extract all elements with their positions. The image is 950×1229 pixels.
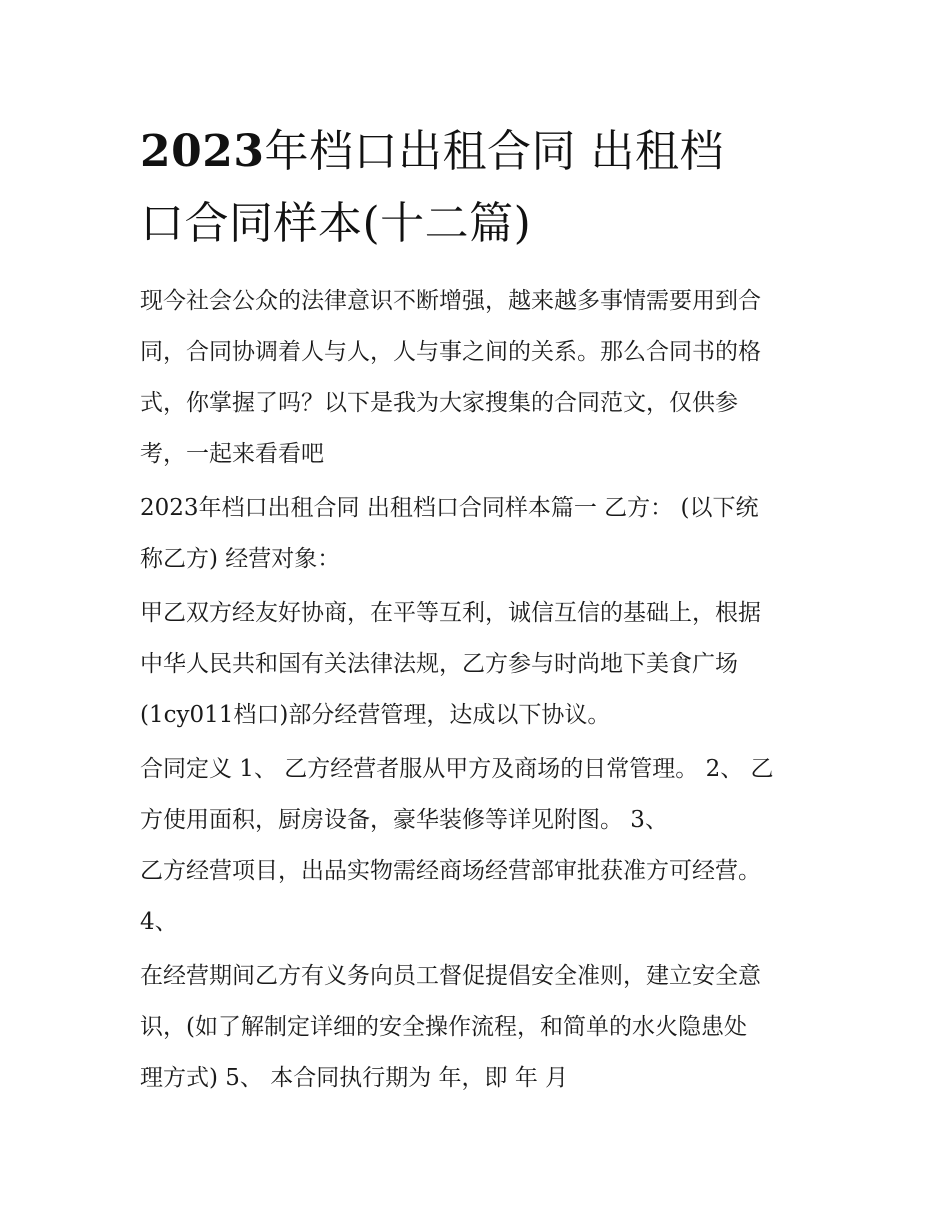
paragraph-line: 同，合同协调着人与人，人与事之间的关系。那么合同书的格: [140, 339, 761, 365]
paragraph-line: 现今社会公众的法律意识不断增强，越来越多事情需要用到合: [140, 288, 761, 314]
paragraph-contract-definition: [140, 744, 830, 948]
title-line-1: [140, 116, 830, 188]
paragraph-intro: [140, 276, 830, 480]
paragraph-line: 在经营期间乙方有义务向员工督促提倡安全准则，建立安全意: [140, 963, 761, 989]
title-line-2: 口合同样本(十二篇): [140, 198, 532, 249]
paragraph-section-heading: [140, 483, 830, 585]
paragraph-line: 2023年档口出租合同 出租档口合同样本篇一 乙方： (以下统: [140, 495, 759, 521]
paragraph-line: 中华人民共和国有关法律法规，乙方参与时尚地下美食广场: [140, 651, 738, 677]
paragraph-line: (1cy011档口)部分经营管理，达成以下协议。: [140, 702, 611, 728]
paragraph-safety: [140, 951, 830, 1104]
paragraph-line: 4、: [140, 909, 178, 935]
paragraph-line: 理方式) 5、 本合同执行期为 年，即 年 月: [140, 1065, 569, 1091]
paragraph-agreement: [140, 588, 830, 741]
paragraph-line: 考，一起来看看吧: [140, 441, 324, 467]
document-title: [140, 116, 830, 260]
paragraph-line: 识，(如了解制定详细的安全操作流程，和简单的水火隐患处: [140, 1014, 747, 1040]
paragraph-line: 式，你掌握了吗？以下是我为大家搜集的合同范文，仅供参: [140, 390, 738, 416]
title-line-1-text: 年档口出租合同 出租档: [264, 126, 724, 177]
paragraph-line: 甲乙双方经友好协商，在平等互利，诚信互信的基础上，根据: [140, 600, 761, 626]
paragraph-line: 乙方经营项目，出品实物需经商场经营部审批获准方可经营。: [140, 858, 761, 884]
paragraph-line: 方使用面积，厨房设备，豪华装修等详见附图。 3、: [140, 807, 668, 833]
title-year: 2023: [140, 126, 265, 177]
paragraph-line: 称乙方) 经营对象：: [140, 546, 341, 572]
paragraph-line: 合同定义 1、 乙方经营者服从甲方及商场的日常管理。 2、 乙: [140, 756, 774, 782]
